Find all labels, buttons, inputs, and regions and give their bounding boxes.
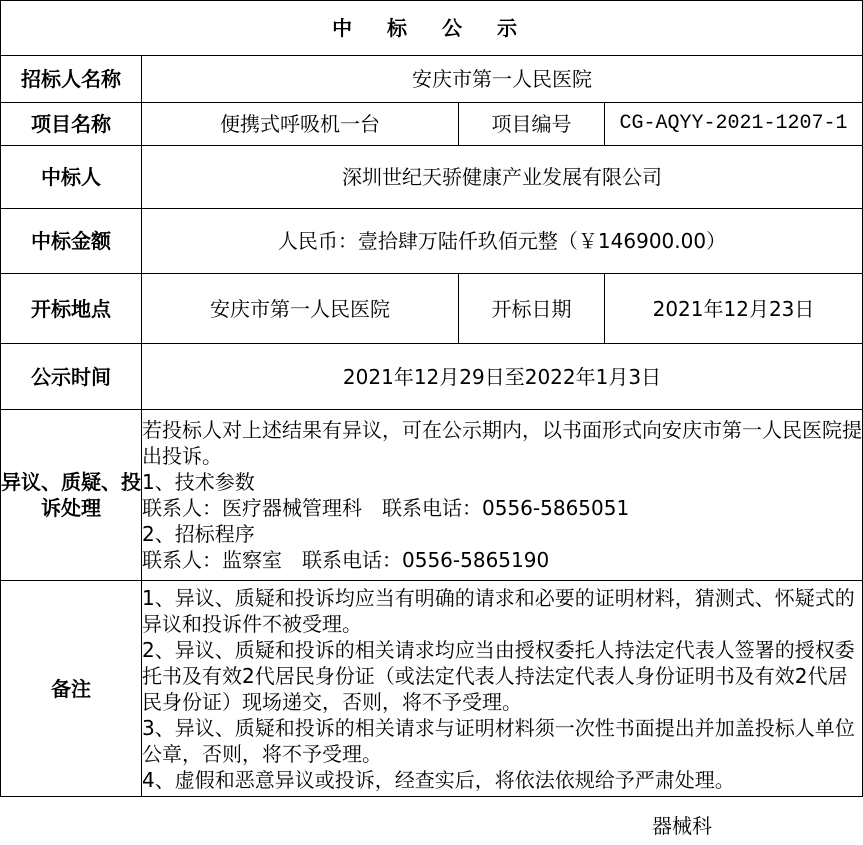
amount-row [1, 209, 863, 274]
objection-line: 2、招标程序 [142, 522, 255, 546]
opening-date-value: 2021年12月23日 [605, 274, 863, 344]
tenderer-label: 招标人名称 [1, 56, 142, 103]
remark-line: 2、异议、质疑和投诉的相关请求均应当由授权委托人持法定代表人签署的授权委托书及有效2代居民身份证（或法定代表人持法定代表人身份证明书及有效2代居民身份证）现场递交，否则，将不予受理。 [142, 637, 855, 714]
project-code-label: 项目编号 [459, 103, 605, 146]
opening-place-value: 安庆市第一人民医院 [142, 274, 459, 344]
project-code-value: CG-AQYY-2021-1207-1 [605, 103, 863, 146]
period-value: 2021年12月29日至2022年1月3日 [142, 344, 863, 410]
opening-row [1, 274, 863, 344]
page-title: 中 标 公 示 [1, 1, 863, 56]
title-row [1, 1, 863, 56]
winner-value: 深圳世纪天骄健康产业发展有限公司 [142, 146, 863, 209]
tenderer-value: 安庆市第一人民医院 [142, 56, 863, 103]
opening-place-label: 开标地点 [1, 274, 142, 344]
objection-line: 联系人：医疗器械管理科 联系电话：0556-5865051 [142, 496, 630, 520]
objection-line: 若投标人对上述结果有异议，可在公示期内，以书面形式向安庆市第一人民医院提出投诉。 [142, 418, 862, 468]
objection-line: 联系人：监察室 联系电话：0556-5865190 [142, 548, 550, 572]
project-name-value: 便携式呼吸机一台 [142, 103, 459, 146]
remark-line: 3、异议、质疑和投诉的相关请求与证明材料须一次性书面提出并加盖投标人单位公章，否则，将不予受理。 [142, 715, 855, 766]
amount-label: 中标金额 [1, 209, 142, 274]
period-row [1, 344, 863, 410]
remarks-label: 备注 [1, 581, 142, 797]
issuer-signature: 器械科 [652, 814, 712, 838]
project-row [1, 103, 863, 146]
remarks-row [1, 581, 863, 797]
objection-row [1, 410, 863, 581]
tenderer-row [1, 56, 863, 103]
project-name-label: 项目名称 [1, 103, 142, 146]
remark-line: 4、虚假和恶意异议或投诉，经查实后，将依法依规给予严肃处理。 [142, 767, 735, 792]
remarks-content [142, 581, 863, 797]
objection-label: 异议、质疑、投诉处理 [1, 410, 142, 581]
objection-content [142, 410, 863, 581]
opening-date-label: 开标日期 [459, 274, 605, 344]
amount-value: 人民币：壹拾肆万陆仟玖佰元整（￥146900.00） [142, 209, 863, 274]
remark-line: 1、异议、质疑和投诉均应当有明确的请求和必要的证明材料，猜测式、怀疑式的异议和投诉件不被受理。 [142, 585, 855, 636]
period-label: 公示时间 [1, 344, 142, 410]
winner-label: 中标人 [1, 146, 142, 209]
objection-line: 1、技术参数 [142, 470, 255, 494]
winner-row [1, 146, 863, 209]
